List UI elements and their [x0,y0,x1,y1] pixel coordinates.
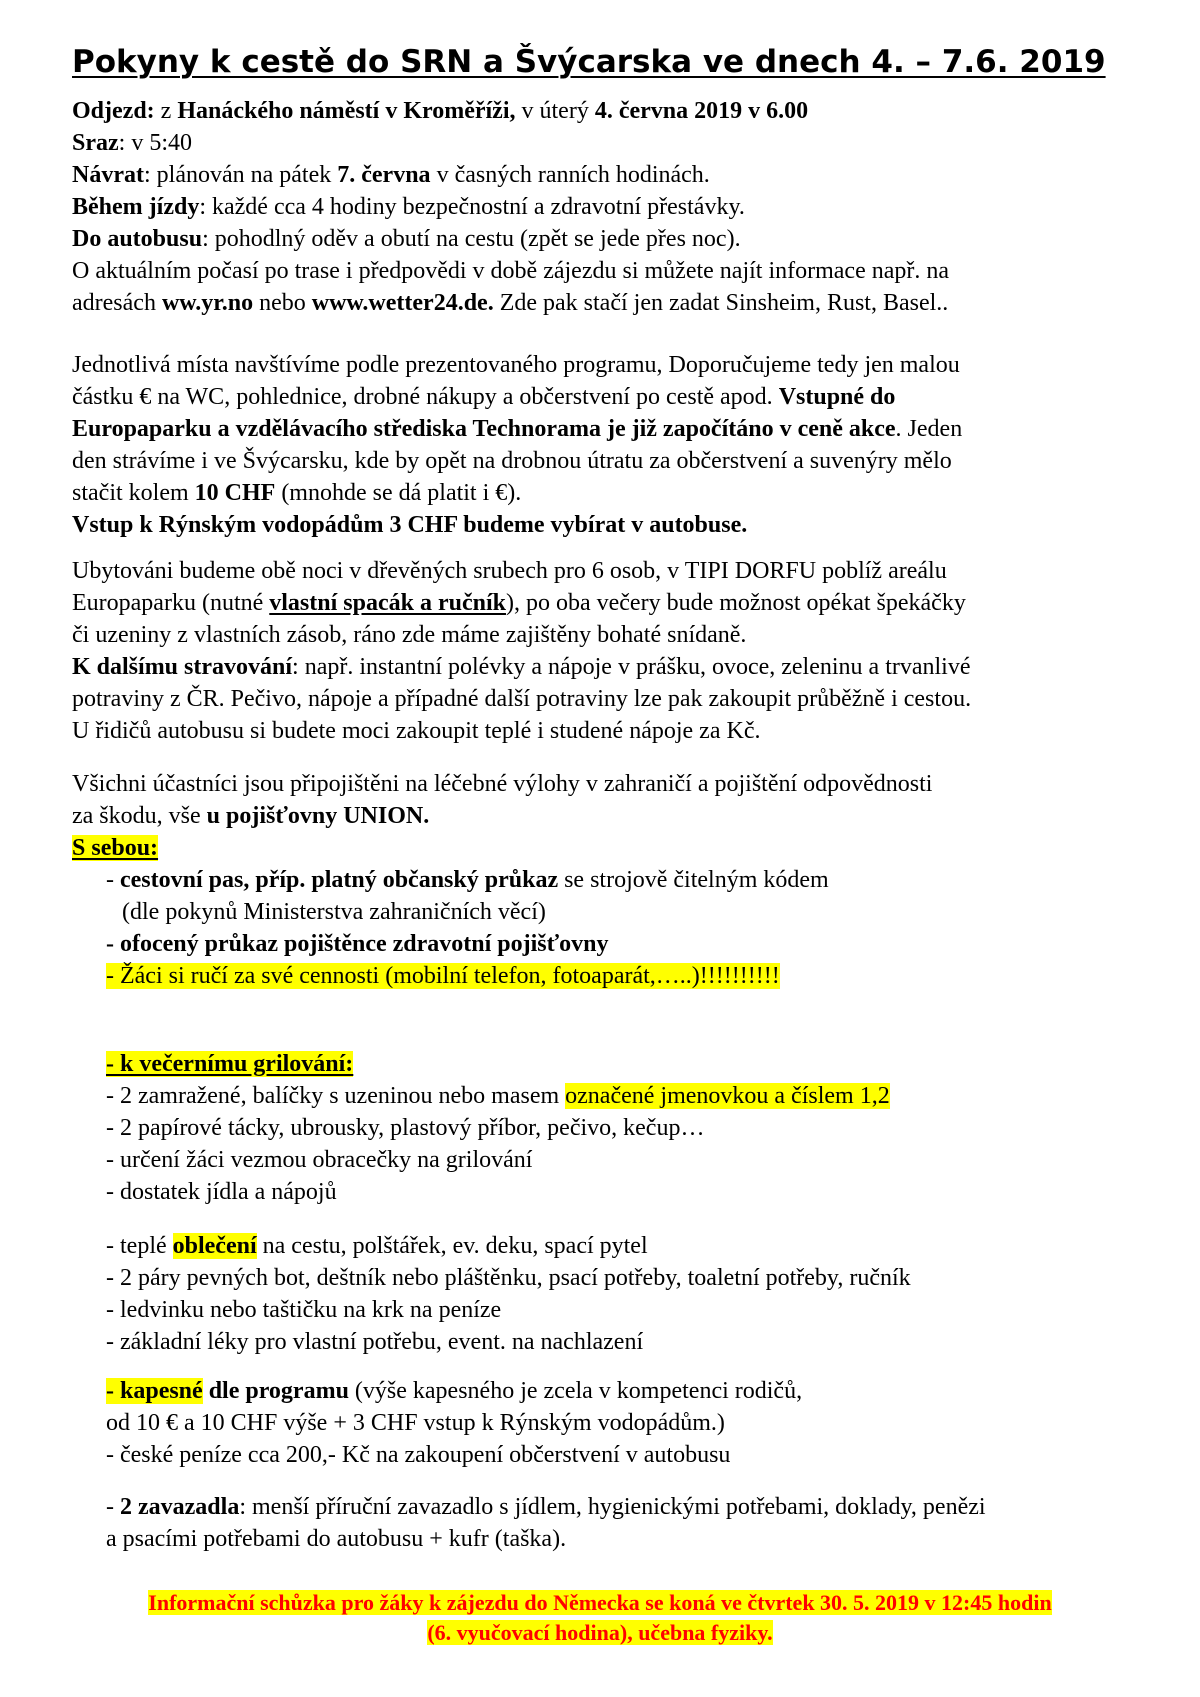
page-title: Pokyny k cestě do SRN a Švýcarska ve dnech 4. – 7.6. 2019 [72,44,1106,80]
return-line: Návrat: plánován na pátek 7. června v časných ranních hodinách. [72,162,710,188]
list-item: - teplé oblečení na cestu, polštářek, ev. deku, spací pytel [106,1233,648,1259]
meet-line: Sraz: v 5:40 [72,130,192,156]
weather-line-2: adresách ww.yr.no nebo www.wetter24.de. Zde pak stačí jen zadat Sinsheim, Rust, Basel.. [72,290,949,316]
list-item: - 2 páry pevných bot, deštník nebo pláštěnku, psací potřeby, toaletní potřeby, ručník [106,1265,911,1291]
grill-heading: - k večernímu grilování: [106,1051,354,1077]
luggage-section: - 2 zavazadla: menší příruční zavazadlo s jídlem, hygienickými potřebami, doklady, penězi a psacími potřebami do autobusu + kufr (taška). [72,1491,1152,1555]
list-item: - ofocený průkaz pojištěnce zdravotní pojišťovny [106,931,609,957]
list-item: - 2 zamražené, balíčky s uzeninou nebo masem označené jmenovkou a číslem 1,2 [106,1083,890,1109]
list-item: - určení žáci vezmou obracečky na grilování [106,1147,533,1173]
weather-line-1: O aktuálním počasí po trase i předpovědi v době zájezdu si můžete najít informace např. na [72,258,950,284]
list-item: - 2 papírové tácky, ubrousky, plastový příbor, pečivo, kečup… [106,1115,705,1141]
departure-section [72,95,1152,319]
list-item: - základní léky pro vlastní potřebu, event. na nachlazení [106,1329,644,1355]
meeting-notice-line-1: Informační schůzka pro žáky k zájezdu do Německa se koná ve čtvrtek 30. 5. 2019 v 12:45 hodin [148,1590,1052,1615]
list-item: - ledvinku nebo taštičku na krk na peníze [106,1297,502,1323]
meeting-notice [0,1588,1200,1648]
lodging-section: Ubytováni budeme obě noci v dřevěných srubech pro 6 osob, v TIPI DORFU poblíž areálu Europaparku (nutné vlastní spacák a ručník), po oba večery bude možnost opékat špekáčky či uzeniny z vlastních zásob, ráno zde máme zajištěny bohaté snídaně. K dalšímu stravování: např. instantní polévky a nápoje v prášku, ovoce, zeleninu a trvanlivé potraviny z ČR. Pečivo, nápoje a případné další potraviny lze pak zakoupit průběžně i cestou. U řidičů autobusu si budete moci zakoupit teplé i studené nápoje za Kč. [72,558,972,744]
ride-line: Během jízdy: každé cca 4 hodiny bezpečnostní a zdravotní přestávky. [72,194,745,220]
list-item: - cestovní pas, příp. platný občanský průkaz se strojově čitelným kódem [106,867,829,893]
departure-line: Odjezd: z Hanáckého náměstí v Kroměříži, v úterý 4. června 2019 v 6.00 [72,98,809,124]
bus-line: Do autobusu: pohodlný oděv a obutí na cestu (zpět se jede přes noc). [72,226,741,252]
list-item: - Žáci si ručí za své cennosti (mobilní telefon, fotoaparát,…..)!!!!!!!!!! [106,963,780,989]
bring-heading: S sebou: [72,835,159,861]
list-item: - kapesné dle programu (výše kapesného je zcela v kompetenci rodičů, [106,1378,803,1404]
weather-link-yr: ww.yr.no [161,290,254,316]
list-item: - 2 zavazadla: menší příruční zavazadlo s jídlem, hygienickými potřebami, doklady, penězi [106,1494,986,1520]
clothing-section [72,1230,1152,1358]
program-section: Jednotlivá místa navštívíme podle prezentovaného programu, Doporučujeme tedy jen malou částku € na WC, pohlednice, drobné nákupy a občerstvení po cestě apod. Vstupné do Europaparku a vzdělávacího střediska Technorama je již započítáno v ceně akce. Jeden den strávíme i ve Švýcarsku, kde by opět na drobnou útratu za občerstvení a suvenýry mělo stačit kolem 10 CHF (mnohde se dá platit i €). Vstup k Rýnským vodopádům 3 CHF budeme vybírat v autobuse. [72,352,963,538]
pocket-money-section: - kapesné dle programu (výše kapesného je zcela v kompetenci rodičů, od 10 € a 10 CHF výše + 3 CHF vstup k Rýnským vodopádům.) - české peníze cca 200,- Kč na zakoupení občerstvení v autobusu [72,1375,1152,1471]
list-item-note: (dle pokynů Ministerstva zahraničních věcí) [122,899,546,925]
weather-link-wetter24: www.wetter24.de. [311,290,494,316]
grill-section [72,1048,1152,1208]
list-item: - české peníze cca 200,- Kč na zakoupení občerstvení v autobusu [106,1442,731,1468]
list-item: - dostatek jídla a nápojů [106,1179,337,1205]
insurance-section: Všichni účastníci jsou připojištěni na léčebné výlohy v zahraničí a pojištění odpovědnosti za škodu, vše u pojišťovny UNION. S sebou: - cestovní pas, příp. platný občanský průkaz se strojově čitelným kódem (dle pokynů Ministerstva zahraničních věcí) - ofocený průkaz pojištěnce zdravotní pojišťovny - Žáci si ručí za své cennosti (mobilní telefon, fotoaparát,…..)!!!!!!!!!! [72,768,1152,992]
meeting-notice-line-2: (6. vyučovací hodina), učebna fyziky. [427,1620,773,1645]
